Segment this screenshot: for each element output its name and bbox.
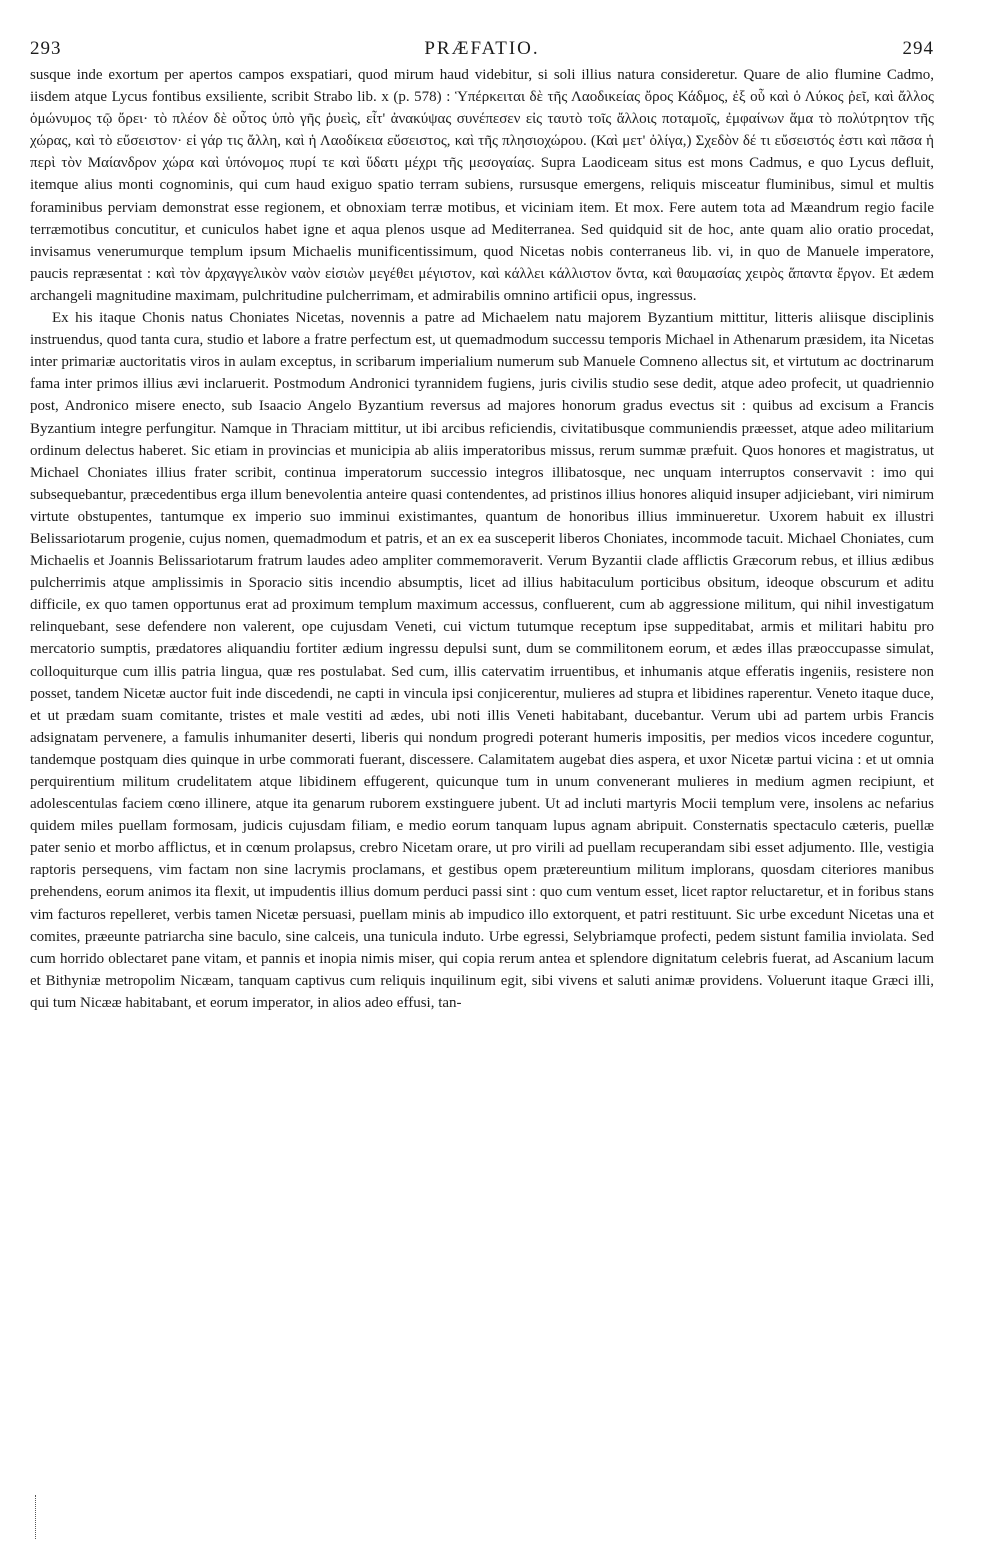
left-page-number: 293 [30,38,62,59]
paragraph-2: Ex his itaque Chonis natus Choniates Nicetas, novennis a patre ad Michaelem natu majorem Byzantium mittitur, litteris aliisque disciplinis instruendus, quod tanta cura, studio et labore a fratre perfectum est, ut quemadmodum successu temporis Michael in Athenarum præsidem, ita Nicetas inter primariæ auctoritatis viros in aulam exceptus, in scribarum imperialium numerum sub Manuele Comneno allectus sit, et virtutum ac doctrinarum fama inter primos illius ævi inclaruerit. Postmodum Andronici tyrannidem fugiens, juris civilis studio sese dedit, atque adeo profecit, ut quadriennio post, Andronico misere enecto, sub Isaacio Angelo Byzantium reversus ad majores honorum gradus evectus sit : quibus ad excisum a Francis Byzantium integre perfungitur. Namque in Thraciam mittitur, ut ibi arcibus reficiendis, civitatibusque communiendis præesset, atque adeo militarium ordinum delectus haberet. Sic etiam in provincias et municipia ab aliis imperatoribus missus, rerum summæ præfuit. Quos honores et magistratus, ut Michael Choniates illius frater scribit, continua imperatorum successio integros illibatosque, nec unquam interruptos conservavit : imo qui subsequebantur, præcedentibus erga illum benevolentia anteire quasi contendentes, ad pristinos illius honores aliquid insuper adjiciebant, viri nimirum virtute obstupentes, tantumque ex imperio suo imminui existimantes, quantum de honoribus illius imminueretur. Uxorem habuit ex illustri Belissariotarum progenie, cujus nomen, quemadmodum et patris, et an ex ea susceperit liberos Choniates, incommode tacuit. Michael Choniates, cum Michaelis et Joannis Belissariotarum fratrum laudes adeo ampliter commemoraverit. Verum Byzantii clade afflictis Græcorum rebus, et illius ædibus pulcherrimis atque amplissimis in Sporacio sitis incendio absumptis, licet ad illius habitaculum porticibus obsitum, ideoque obscurum et aditu difficile, ex quo tamen opportunus erat ad proximum templum maximum accessus, confluerent, cum ab aggressione militum, qui nihil investigatum relinquebant, sese defendere non valerent, ope cujusdam Veneti, cui victum tutumque receptum ipse suppeditabat, armis et militari habitu pro mercatorio sumptis, prædatores aliquandiu fortiter ædium ingressu depulsi sunt, dum se commilitonem eorum, et ædes illas præoccupasse simulat, colloquiturque cum illis patria lingua, quæ res postulabat. Sed cum, illis catervatim irruentibus, et inhumanis atque efferatis ingeniis, resistere non posset, tandem Nicetæ auctor fuit inde discedendi, ne capti in vincula ipsi conjicerentur, mulieres ad stupra et libidines raperentur. Veneto itaque duce, et ut prædam suam comitante, tristes et male vestiti ad ædes, ubi noti illis Veneti habitabant, ducebantur. Verum ubi ad partem urbis Francis adsignatam pervenere, a famulis inhumaniter deserti, liberis qui nondum progredi poterant humeris impositis, per medios vicos incedere coguntur, tandemque postquam dies quinque in urbe commorati fuerant, discessere. Calamitatem augebat dies aspera, et uxor Nicetæ partui vicina : et ut omnia perquirentium militum crudelitatem atque libidinem effugerent, quicunque tum in unum convenerant mulieres in medium agmen recipiunt, et adolescentulas faciem cœno illinere, atque ita genarum ruborem exstinguere jubent. Ut ad incluti martyris Mocii templum vere, insolens ac nefarius quidem miles puellam formosam, judicis cujusdam filiam, e medio eorum tanquam lupus agnam abripuit. Consternatis spectaculo cæteris, puellæ pater senio et morbo afflictus, et in cœnum prolapsus, crebro Nicetam orare, ut pro virili ad puellam recuperandam sibi esset adjumento. Ille, vestigia raptoris persequens, vim factam non sine lacrymis proclamans, et gestibus opem prætereuntium militum implorans, quosdam citeriores manibus prehendens, eorum animos ita flexit, ut impudentis illius domum perduci passi sint : quo cum ventum esset, licet raptor reluctaretur, et in foribus stans vim facturos repelleret, verbis tamen Nicetæ persuasi, puellam minis ab impudico illo extorquent, et patri restituunt. Sic urbe excedunt Nicetas una et comites, præeunte patriarcha sine baculo, sine calceis, una tunicula induto. Urbe egressi, Selybriamque profecti, pedem sistunt familia inviolata. Sed cum horrido oblectaret pane vitam, et pannis et inopia nimis miser, qui copia rerum antea et splendore dignitatum celebris fuerat, ad Ascanium lacum et Bithyniæ metropolim Nicæam, tanquam captivus cum reliquis inquilinum egit, sibi vivens et saluti animæ providens. Voluerunt itaque Græci illi, qui tum Nicææ habitabant, et eorum imperator, in alios adeo effusi, tan- [30,310,934,1011]
margin-mark [35,1495,38,1539]
paragraph-1: susque inde exortum per apertos campos exspatiari, quod mirum haud videbitur, si soli illius natura consideretur. Quare de alio flumine Cadmo, iisdem atque Lycus fontibus exsiliente, scribit Strabo lib. x (p. 578) : Ὑπέρκειται δὲ τῆς Λαοδικείας ὄρος Κάδμος, ἐξ οὗ καὶ ὁ Λύκος ῥεῖ, καὶ ἄλλος ὁμώνυμος τῷ ὄρει· τὸ πλέον δὲ οὗτος ὑπὸ γῆς ῥυεὶς, εἶτ' ἀνακύψας συνέπεσεν εἰς ταυτὸ τοῖς ἄλλοις ποταμοῖς, ἐμφαίνων ἅμα τὸ πολύτρητον τῆς χώρας, καὶ τὸ εὔσειστον· εἰ γάρ τις ἄλλη, καὶ ἡ Λαοδίκεια εὔσειστος, καὶ τῆς πλησιοχώρου. (Καὶ μετ' ὀλίγα,) Σχεδὸν δέ τι εὔσειστός ἐστι καὶ πᾶσα ἡ περὶ τὸν Μαίανδρον χώρα καὶ ὑπόνομος πυρί τε καὶ ὕδατι μέχρι τῆς μεσογαίας. Supra Laodiceam situs est mons Cadmus, e quo Lycus defluit, itemque alius monti cognominis, qui cum haud exiguo spatio terram subiens, rursusque emergens, reliquis misceatur fluminibus, simul et multis foraminibus perviam demonstrat esse regionem, et obnoxiam terræ motibus, et viciniam item. Et mox. Fere autem tota ad Mæandrum regio facile terræmotibus concutitur, et cuniculos habet igne et aqua plenos usque ad Mediterranea. Sed quidquid sit de hoc, ante quam alio oratio procedat, invisamus venerumurque templum ipsum Michaelis munificentissimum, quod Nicetas nobis conterraneus lib. vi, in quo de Manuele imperatore, paucis repræsentat : καὶ τὸν ἀρχαγγελικὸν ναὸν εἰσιὼν μεγέθει μέγιστον, καὶ κάλλει κάλλιστον ὄντα, καὶ θαυμασίας χειρὸς ἅπαντα ἔργον. Et ædem archangeli magnitudine maximam, pulchritudine pulcherrimam, et admirabilis omnino artificii opus, ingressus. [30,67,934,304]
running-title: PRÆFATIO. [424,38,540,59]
page [30,34,934,1014]
running-header [30,34,934,64]
right-page-number: 294 [902,38,934,59]
